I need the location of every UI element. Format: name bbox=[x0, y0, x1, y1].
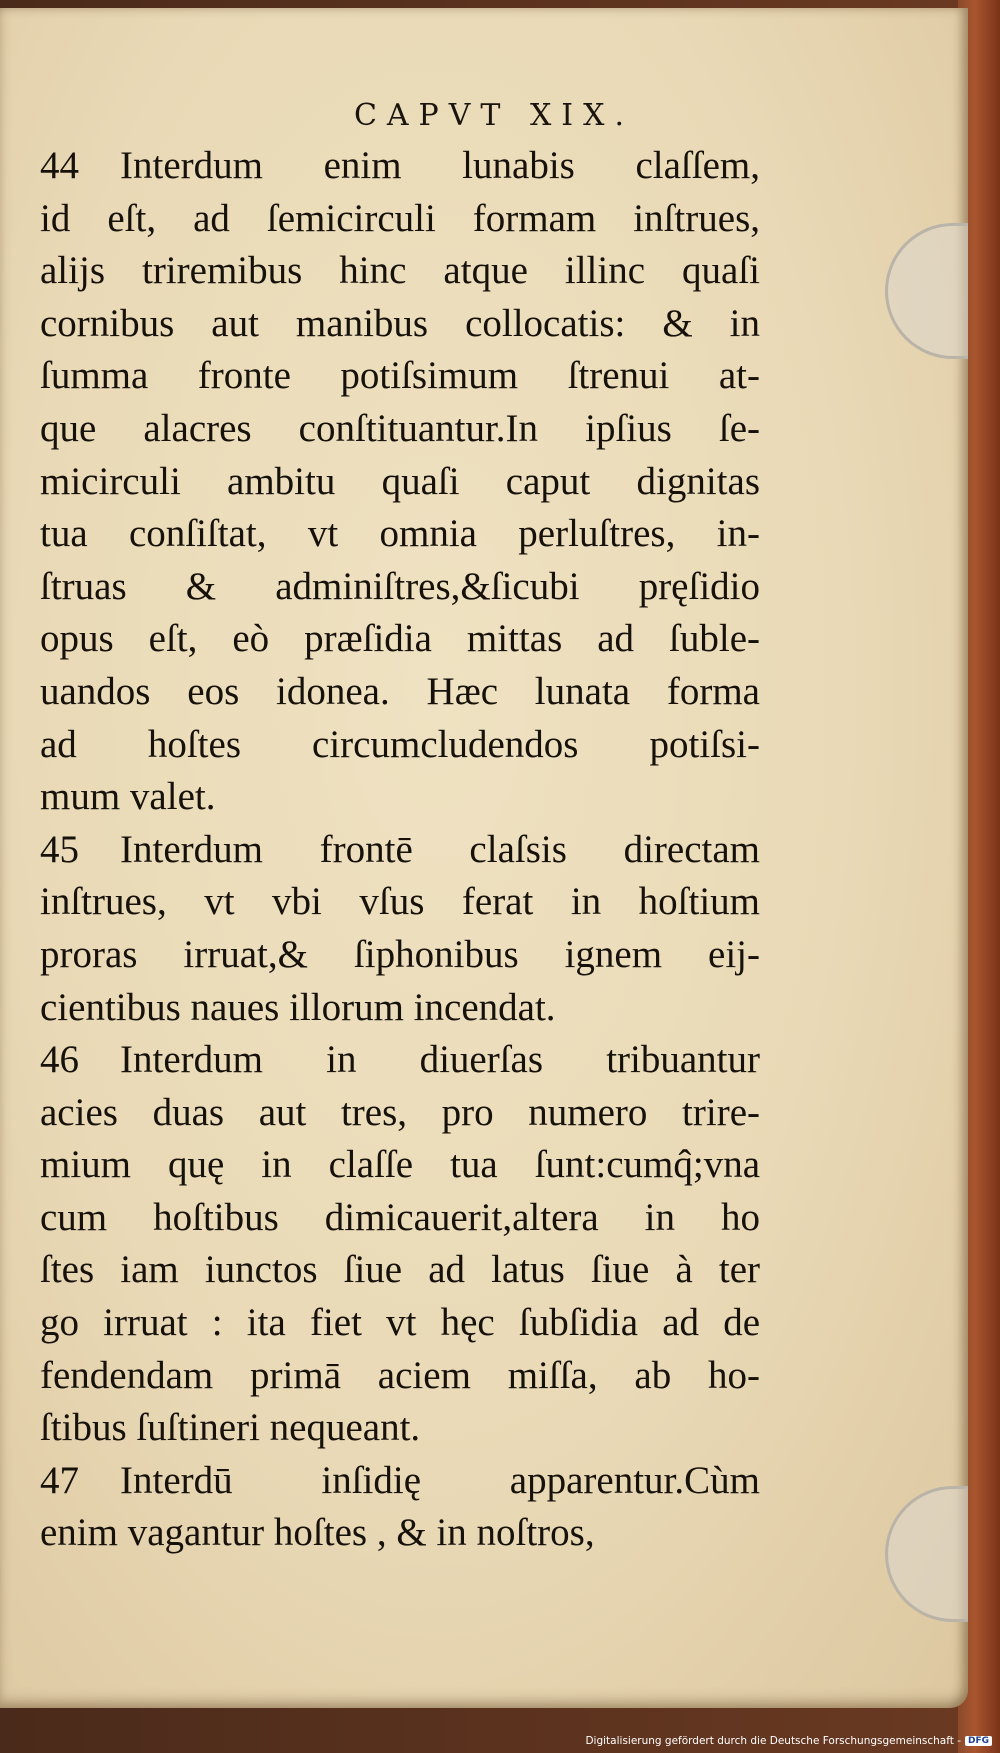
line-text: ſtibus ſuſtineri nequeant. bbox=[40, 1406, 421, 1450]
line-text: mum valet. bbox=[40, 775, 216, 819]
text-line bbox=[40, 1350, 760, 1403]
paragraph-number: 45 bbox=[40, 827, 79, 871]
line-text: inſtrues, vt vbi vſus ferat in hoſtium bbox=[40, 880, 760, 924]
line-text: Interdum in diuerſas tribuantur bbox=[120, 1038, 760, 1082]
text-line bbox=[40, 350, 760, 403]
line-text: ſumma fronte potiſsimum ſtrenui at- bbox=[40, 354, 760, 398]
line-text: opus eſt, eò præſidia mittas ad ſuble- bbox=[40, 617, 760, 661]
text-line bbox=[40, 193, 760, 246]
text-line bbox=[40, 613, 760, 666]
text-line bbox=[40, 771, 760, 824]
paragraph-number: 47 bbox=[40, 1458, 79, 1502]
text-line bbox=[40, 1455, 760, 1508]
paragraph-number: 46 bbox=[40, 1038, 79, 1082]
text-line bbox=[40, 1139, 760, 1192]
text-line bbox=[40, 140, 760, 193]
text-line bbox=[40, 1034, 760, 1087]
text-line bbox=[40, 245, 760, 298]
text-line bbox=[40, 1402, 760, 1455]
text-line bbox=[40, 561, 760, 614]
text-line bbox=[40, 1507, 760, 1560]
text-line bbox=[40, 403, 760, 456]
text-line bbox=[40, 982, 760, 1035]
running-head: CAPVT XIX. bbox=[353, 98, 635, 133]
line-text: fendendam primā aciem miſſa, ab ho- bbox=[40, 1353, 760, 1397]
credit-text: Digitalisierung gefördert durch die Deutsche Forschungsgemeinschaft - bbox=[585, 1735, 961, 1747]
line-text: Interdum enim lunabis claſſem, bbox=[120, 144, 760, 187]
line-text: mium quę in claſſe tua ſunt:cumq̂;vna bbox=[40, 1143, 760, 1187]
line-text: que alacres conſtituantur.In ipſius ſe- bbox=[40, 406, 760, 450]
paragraph-number: 44 bbox=[40, 144, 79, 187]
text-line bbox=[40, 1244, 760, 1297]
page-clip-bottom bbox=[885, 1486, 968, 1622]
line-text: cientibus naues illorum incendat. bbox=[40, 985, 556, 1029]
text-line bbox=[40, 456, 760, 509]
text-line bbox=[40, 298, 760, 351]
line-text: cum hoſtibus dimicauerit,altera in ho bbox=[40, 1195, 760, 1239]
text-line bbox=[40, 929, 760, 982]
line-text: proras irruat,& ſiphonibus ignem eij- bbox=[40, 932, 760, 976]
text-line bbox=[40, 1087, 760, 1140]
line-text: id eſt, ad ſemicirculi formam inſtrues, bbox=[40, 196, 760, 240]
book-page bbox=[0, 8, 968, 1708]
line-text: Interdū inſidię apparentur.Cùm bbox=[120, 1458, 760, 1502]
line-text: cornibus aut manibus collocatis: & in bbox=[40, 301, 760, 345]
line-text: micirculi ambitu quaſi caput dignitas bbox=[40, 459, 760, 503]
text-line bbox=[40, 876, 760, 929]
line-text: alijs triremibus hinc atque illinc quaſi bbox=[40, 249, 760, 293]
text-line bbox=[40, 824, 760, 877]
text-block bbox=[40, 140, 760, 1560]
line-text: Interdum frontē claſsis directam bbox=[120, 827, 760, 871]
text-line bbox=[40, 1297, 760, 1350]
line-text: ſtruas & adminiſtres,&ſicubi pręſidio bbox=[40, 564, 760, 608]
line-text: go irruat : ita fiet vt hęc ſubſidia ad de bbox=[40, 1301, 760, 1345]
text-line bbox=[40, 508, 760, 561]
digitization-credit bbox=[585, 1735, 992, 1747]
text-line bbox=[40, 1192, 760, 1245]
line-text: uandos eos idonea. Hæc lunata forma bbox=[40, 669, 760, 713]
line-text: tua conſiſtat, vt omnia perluſtres, in- bbox=[40, 512, 760, 556]
line-text: ſtes iam iunctos ſiue ad latus ſiue à ter bbox=[40, 1248, 760, 1292]
text-line bbox=[40, 666, 760, 719]
page-clip-top bbox=[885, 223, 968, 359]
line-text: enim vagantur hoſtes , & in noſtros, bbox=[40, 1511, 595, 1555]
text-line bbox=[40, 719, 760, 772]
line-text: ad hoſtes circumcludendos potiſsi- bbox=[40, 722, 760, 766]
line-text: acies duas aut tres, pro numero trire- bbox=[40, 1090, 760, 1134]
dfg-logo: DFG bbox=[965, 1736, 992, 1746]
